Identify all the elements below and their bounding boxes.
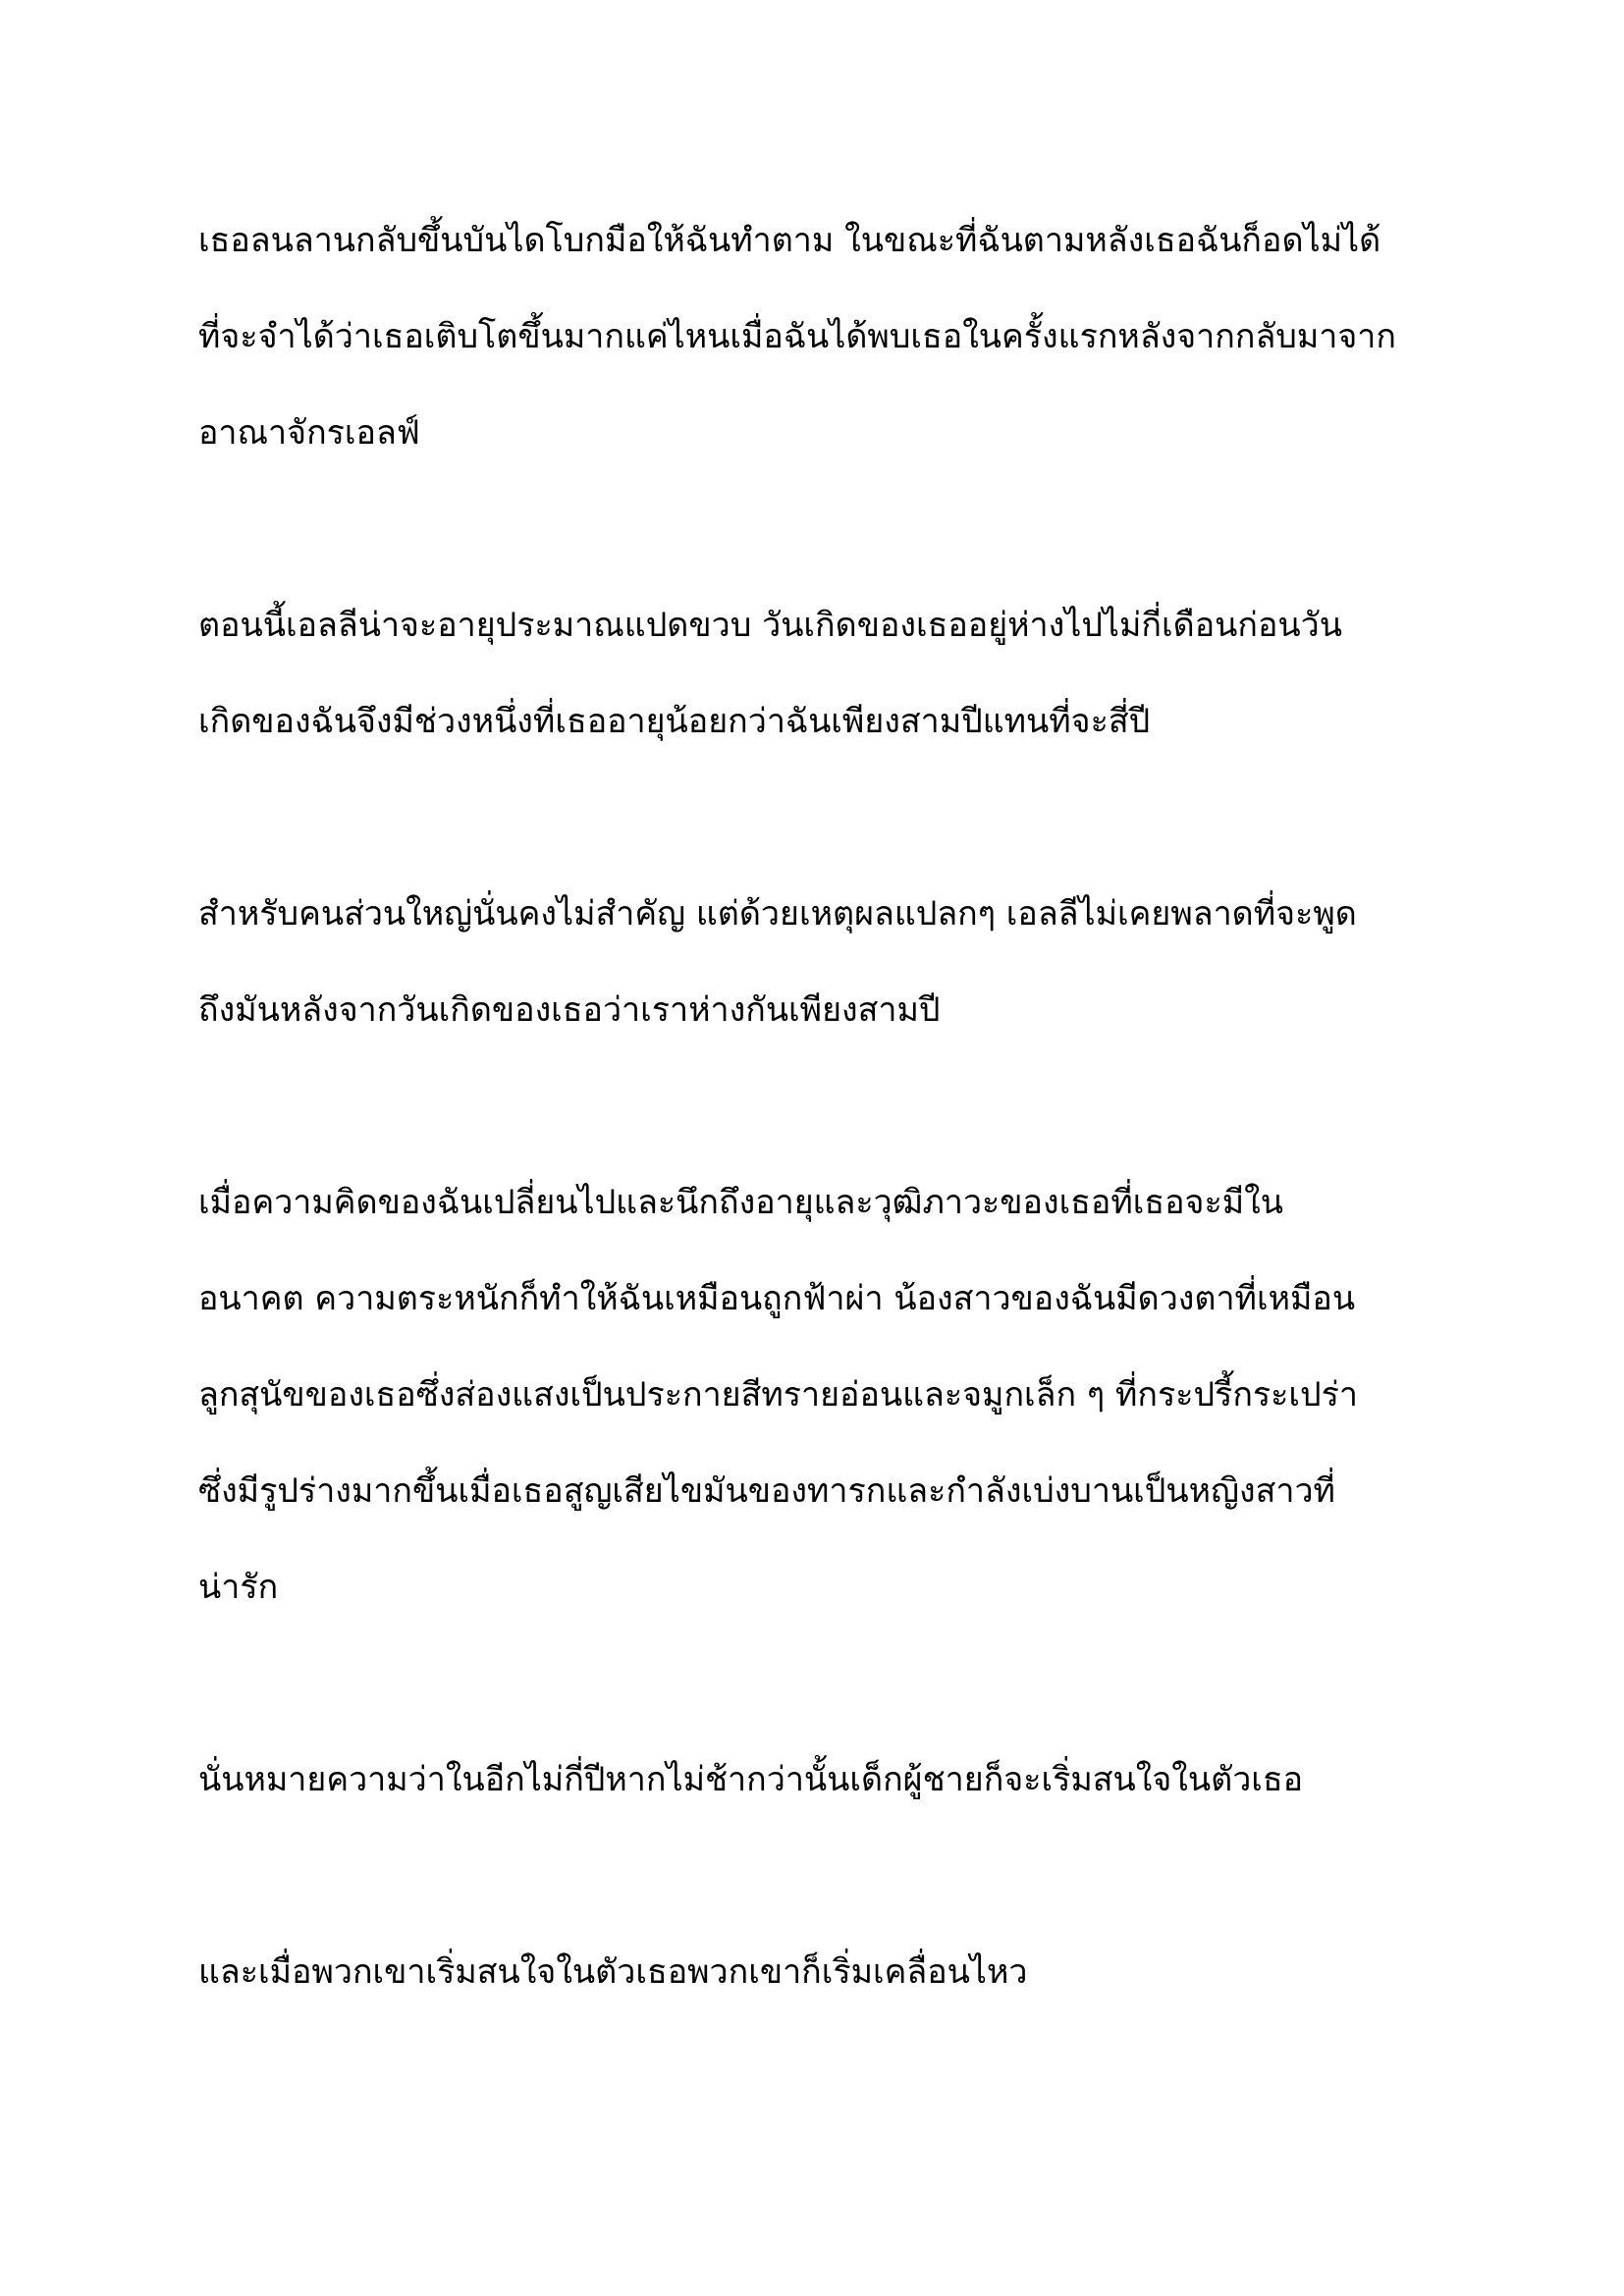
- paragraph-spacer: [198, 1828, 1435, 1924]
- paragraph-6: [198, 1924, 1435, 2020]
- paragraph-spacer: [198, 770, 1435, 866]
- text-line: ที่จะจำได้ว่าเธอเติบโตขึ้นมากแค่ไหนเมื่อฉันได้พบเธอในครั้งแรกหลังจากกลับมาจาก: [198, 317, 1396, 356]
- paragraph-5: [198, 1732, 1435, 1828]
- text-line: อนาคต ความตระหนักก็ทำให้ฉันเหมือนถูกฟ้าผ่า น้องสาวของฉันมีดวงตาที่เหมือน: [198, 1279, 1356, 1318]
- paragraph-2: [198, 577, 1435, 770]
- text-line: นั่นหมายความว่าในอีกไม่กี่ปีหากไม่ช้ากว่านั้นเด็กผู้ชายก็จะเริ่มสนใจในตัวเธอ: [198, 1760, 1304, 1799]
- text-line: สำหรับคนส่วนใหญ่นั่นคงไม่สำคัญ แต่ด้วยเหตุผลแปลกๆ เอลลีไม่เคยพลาดที่จะพูด: [198, 894, 1357, 934]
- paragraph-3: [198, 866, 1435, 1058]
- text-line: เกิดของฉันจึงมีช่วงหนึ่งที่เธออายุน้อยกว่าฉันเพียงสามปีแทนที่จะสี่ปี: [198, 702, 1151, 741]
- text-line: และเมื่อพวกเขาเริ่มสนใจในตัวเธอพวกเขาก็เริ่มเคลื่อนไหว: [198, 1952, 1028, 1992]
- paragraph-spacer: [198, 481, 1435, 577]
- text-line: ลูกสุนัขของเธอซึ่งส่องแสงเป็นประกายสีทรายอ่อนและจมูกเล็ก ๆ ที่กระปรี้กระเปร่า: [198, 1375, 1358, 1415]
- text-line: อาณาจักรเอลฟ์: [198, 413, 420, 453]
- text-line: น่ารัก: [198, 1568, 279, 1607]
- text-line: ซึ่งมีรูปร่างมากขึ้นเมื่อเธอสูญเสียไขมันของทารกและกำลังเบ่งบานเป็นหญิงสาวที่: [198, 1471, 1335, 1511]
- text-line: เมื่อความคิดของฉันเปลี่ยนไปและนึกถึงอายุและวุฒิภาวะของเธอที่เธอจะมีใน: [198, 1183, 1283, 1222]
- paragraph-spacer: [198, 1635, 1435, 1732]
- paragraph-4: [198, 1154, 1435, 1635]
- text-line: ตอนนี้เอลลีน่าจะอายุประมาณแปดขวบ วันเกิดของเธออยู่ห่างไปไม่กี่เดือนก่อนวัน: [198, 606, 1342, 645]
- text-line: ถึงมันหลังจากวันเกิดของเธอว่าเราห่างกันเพียงสามปี: [198, 990, 941, 1030]
- text-line: เธอลนลานกลับขึ้นบันไดโบกมือให้ฉันทำตาม ในขณะที่ฉันตามหลังเธอฉันก็อดไม่ได้: [198, 221, 1381, 260]
- paragraph-1: [198, 192, 1435, 481]
- document-body: [198, 192, 1435, 2020]
- paragraph-spacer: [198, 1058, 1435, 1154]
